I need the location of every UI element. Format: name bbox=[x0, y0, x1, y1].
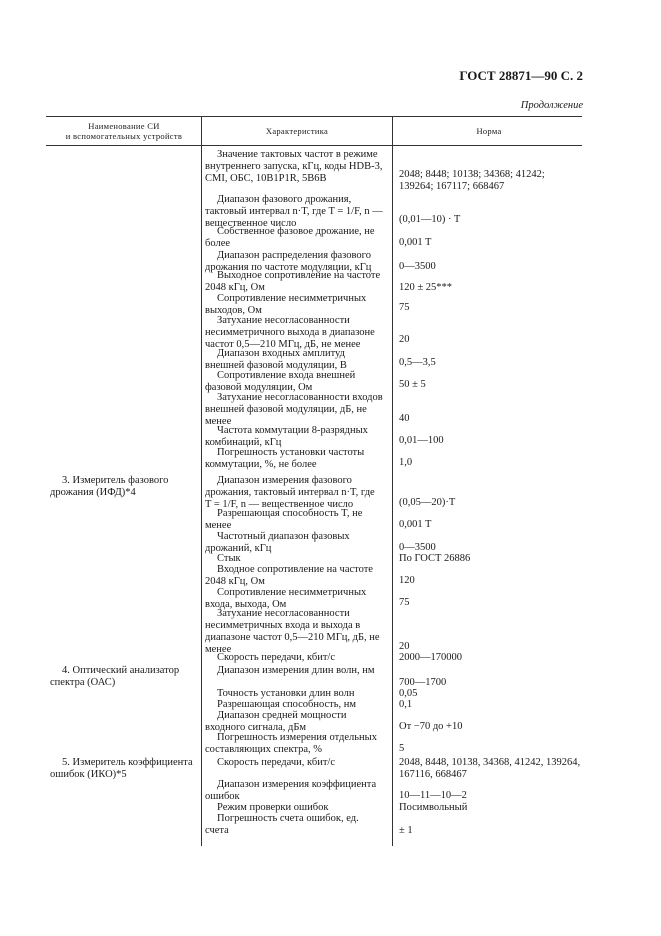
document-header: ГОСТ 28871—90 С. 2 bbox=[459, 68, 583, 83]
table-row-norm: От −70 до +10 bbox=[399, 721, 463, 732]
table-row-norm: 10—11—10—2 bbox=[399, 790, 467, 801]
table-row-characteristic: Диапазон средней мощности входного сигнала, дБм bbox=[205, 710, 347, 733]
table-row-characteristic: Диапазон распределения фазового дрожания по частоте модуляции, кГц bbox=[205, 250, 372, 273]
instrument-name: 4. Оптический анализатор спектра (ОАС) bbox=[50, 665, 180, 688]
table-row-norm: 0,01—100 bbox=[399, 435, 444, 446]
table-row-characteristic: Скорость передачи, кбит/с bbox=[217, 652, 335, 663]
table-row-norm: 20 bbox=[399, 641, 410, 652]
table-top-rule bbox=[46, 116, 582, 117]
table-row-characteristic: Точность установки длин волн bbox=[217, 688, 355, 699]
table-row-norm: 0,1 bbox=[399, 699, 413, 710]
table-row-characteristic: Режим проверки ошибок bbox=[217, 802, 329, 813]
table-row-characteristic: Затухание несогласованности входов внешней фазовой модуляции, дБ, не менее bbox=[205, 392, 383, 427]
table-row-characteristic: Погрешность установки частоты коммутации, %, не более bbox=[205, 447, 365, 470]
table-row-characteristic: Разрешающая способность T, не менее bbox=[205, 508, 363, 531]
table-row-norm: 2000—170000 bbox=[399, 652, 462, 663]
table-row-norm: 0,5—3,5 bbox=[399, 357, 436, 368]
column-header-norm: Норма bbox=[476, 126, 502, 136]
table-row-norm: 0—3500 bbox=[399, 261, 436, 272]
table-row-characteristic: Сопротивление несимметричных выходов, Ом bbox=[205, 293, 367, 316]
table-row-norm: 120 ± 25*** bbox=[399, 282, 453, 293]
table-row-characteristic: Выходное сопротивление на частоте 2048 кГц, Ом bbox=[205, 270, 381, 293]
column-divider-1 bbox=[201, 116, 202, 846]
table-row-norm: 0,001 T bbox=[399, 237, 432, 248]
table-row-characteristic: Входное сопротивление на частоте 2048 кГц, Ом bbox=[205, 564, 373, 587]
table-row-characteristic: Диапазон фазового дрожания, тактовый интервал n·T, где T = 1/F, n — вещественное число bbox=[205, 194, 383, 229]
table-row-norm: 2048; 8448; 10138; 34368; 41242; 139264; 167117; 668467 bbox=[399, 169, 545, 192]
table-row-characteristic: Скорость передачи, кбит/с bbox=[217, 757, 335, 768]
table-row-characteristic: Частотный диапазон фазовых дрожаний, кГц bbox=[205, 531, 350, 554]
instrument-name: 3. Измеритель фазового дрожания (ИФД)*4 bbox=[50, 475, 169, 498]
table-row-characteristic: Погрешность счета ошибок, ед. счета bbox=[205, 813, 359, 836]
table-row-characteristic: Затухание несогласованности несимметричных входа и выхода в диапазоне частот 0,5—210 МГц, дБ, не менее bbox=[205, 608, 380, 655]
table-header-rule bbox=[46, 145, 582, 146]
table-row-norm: (0,01—10) · T bbox=[399, 214, 461, 225]
table-row-characteristic: Диапазон измерения длин волн, нм bbox=[217, 665, 375, 676]
table-row-norm: 120 bbox=[399, 575, 415, 586]
table-row-norm: 1,0 bbox=[399, 457, 413, 468]
table-row-characteristic: Собственное фазовое дрожание, не более bbox=[205, 226, 375, 249]
table-row-norm: 2048, 8448, 10138, 34368, 41242, 139264, 167116, 668467 bbox=[399, 757, 581, 780]
table-row-characteristic: Сопротивление входа внешней фазовой модуляции, Ом bbox=[205, 370, 356, 393]
table-row-norm: 20 bbox=[399, 334, 410, 345]
table-row-characteristic: Значение тактовых частот в режиме внутреннего запуска, кГц, коды HDB-3, CMI, ОБС, 10B1P1R, 5B6B bbox=[205, 149, 383, 184]
table-row-characteristic: Разрешающая способность, нм bbox=[217, 699, 357, 710]
table-row-norm: Посимвольный bbox=[399, 802, 468, 813]
continuation-label: Продолжение bbox=[520, 100, 583, 111]
table-row-characteristic: Сопротивление несимметричных входа, выхода, Ом bbox=[205, 587, 367, 610]
table-row-characteristic: Диапазон измерения коэффициента ошибок bbox=[205, 779, 377, 802]
table-row-characteristic: Погрешность измерения отдельных составляющих спектра, % bbox=[205, 732, 377, 755]
table-row-norm: По ГОСТ 26886 bbox=[399, 553, 471, 564]
table-row-norm: 50 ± 5 bbox=[399, 379, 426, 390]
table-row-characteristic: Частота коммутации 8-разрядных комбинаций, кГц bbox=[205, 425, 368, 448]
table-row-norm: ± 1 bbox=[399, 825, 413, 836]
column-header-name: Наименование СИ и вспомогательных устройств bbox=[65, 121, 183, 141]
column-header-characteristic: Характеристика bbox=[265, 126, 329, 136]
instrument-name: 5. Измеритель коэффициента ошибок (ИКО)*5 bbox=[50, 757, 193, 780]
table-row-norm: 0—3500 bbox=[399, 542, 436, 553]
table-row-characteristic: Затухание несогласованности несимметричного выхода в диапазоне частот 0,5—210 МГц, дБ, не менее bbox=[205, 315, 375, 350]
table-row-characteristic: Диапазон входных амплитуд внешней фазовой модуляции, В bbox=[205, 348, 347, 371]
table-row-norm: 75 bbox=[399, 302, 410, 313]
table-row-norm: 700—1700 bbox=[399, 677, 447, 688]
table-row-characteristic: Диапазон измерения фазового дрожания, тактовый интервал n·T, где T = 1/F, n — вещественное число bbox=[205, 475, 375, 510]
table-row-norm: 75 bbox=[399, 597, 410, 608]
table-row-norm: 0,05 bbox=[399, 688, 418, 699]
table-row-norm: 5 bbox=[399, 743, 405, 754]
table-row-characteristic: Стык bbox=[217, 553, 241, 564]
table-row-norm: 0,001 T bbox=[399, 519, 432, 530]
column-divider-2 bbox=[392, 116, 393, 846]
table-row-norm: 40 bbox=[399, 413, 410, 424]
table-row-norm: (0,05—20)·T bbox=[399, 497, 456, 508]
